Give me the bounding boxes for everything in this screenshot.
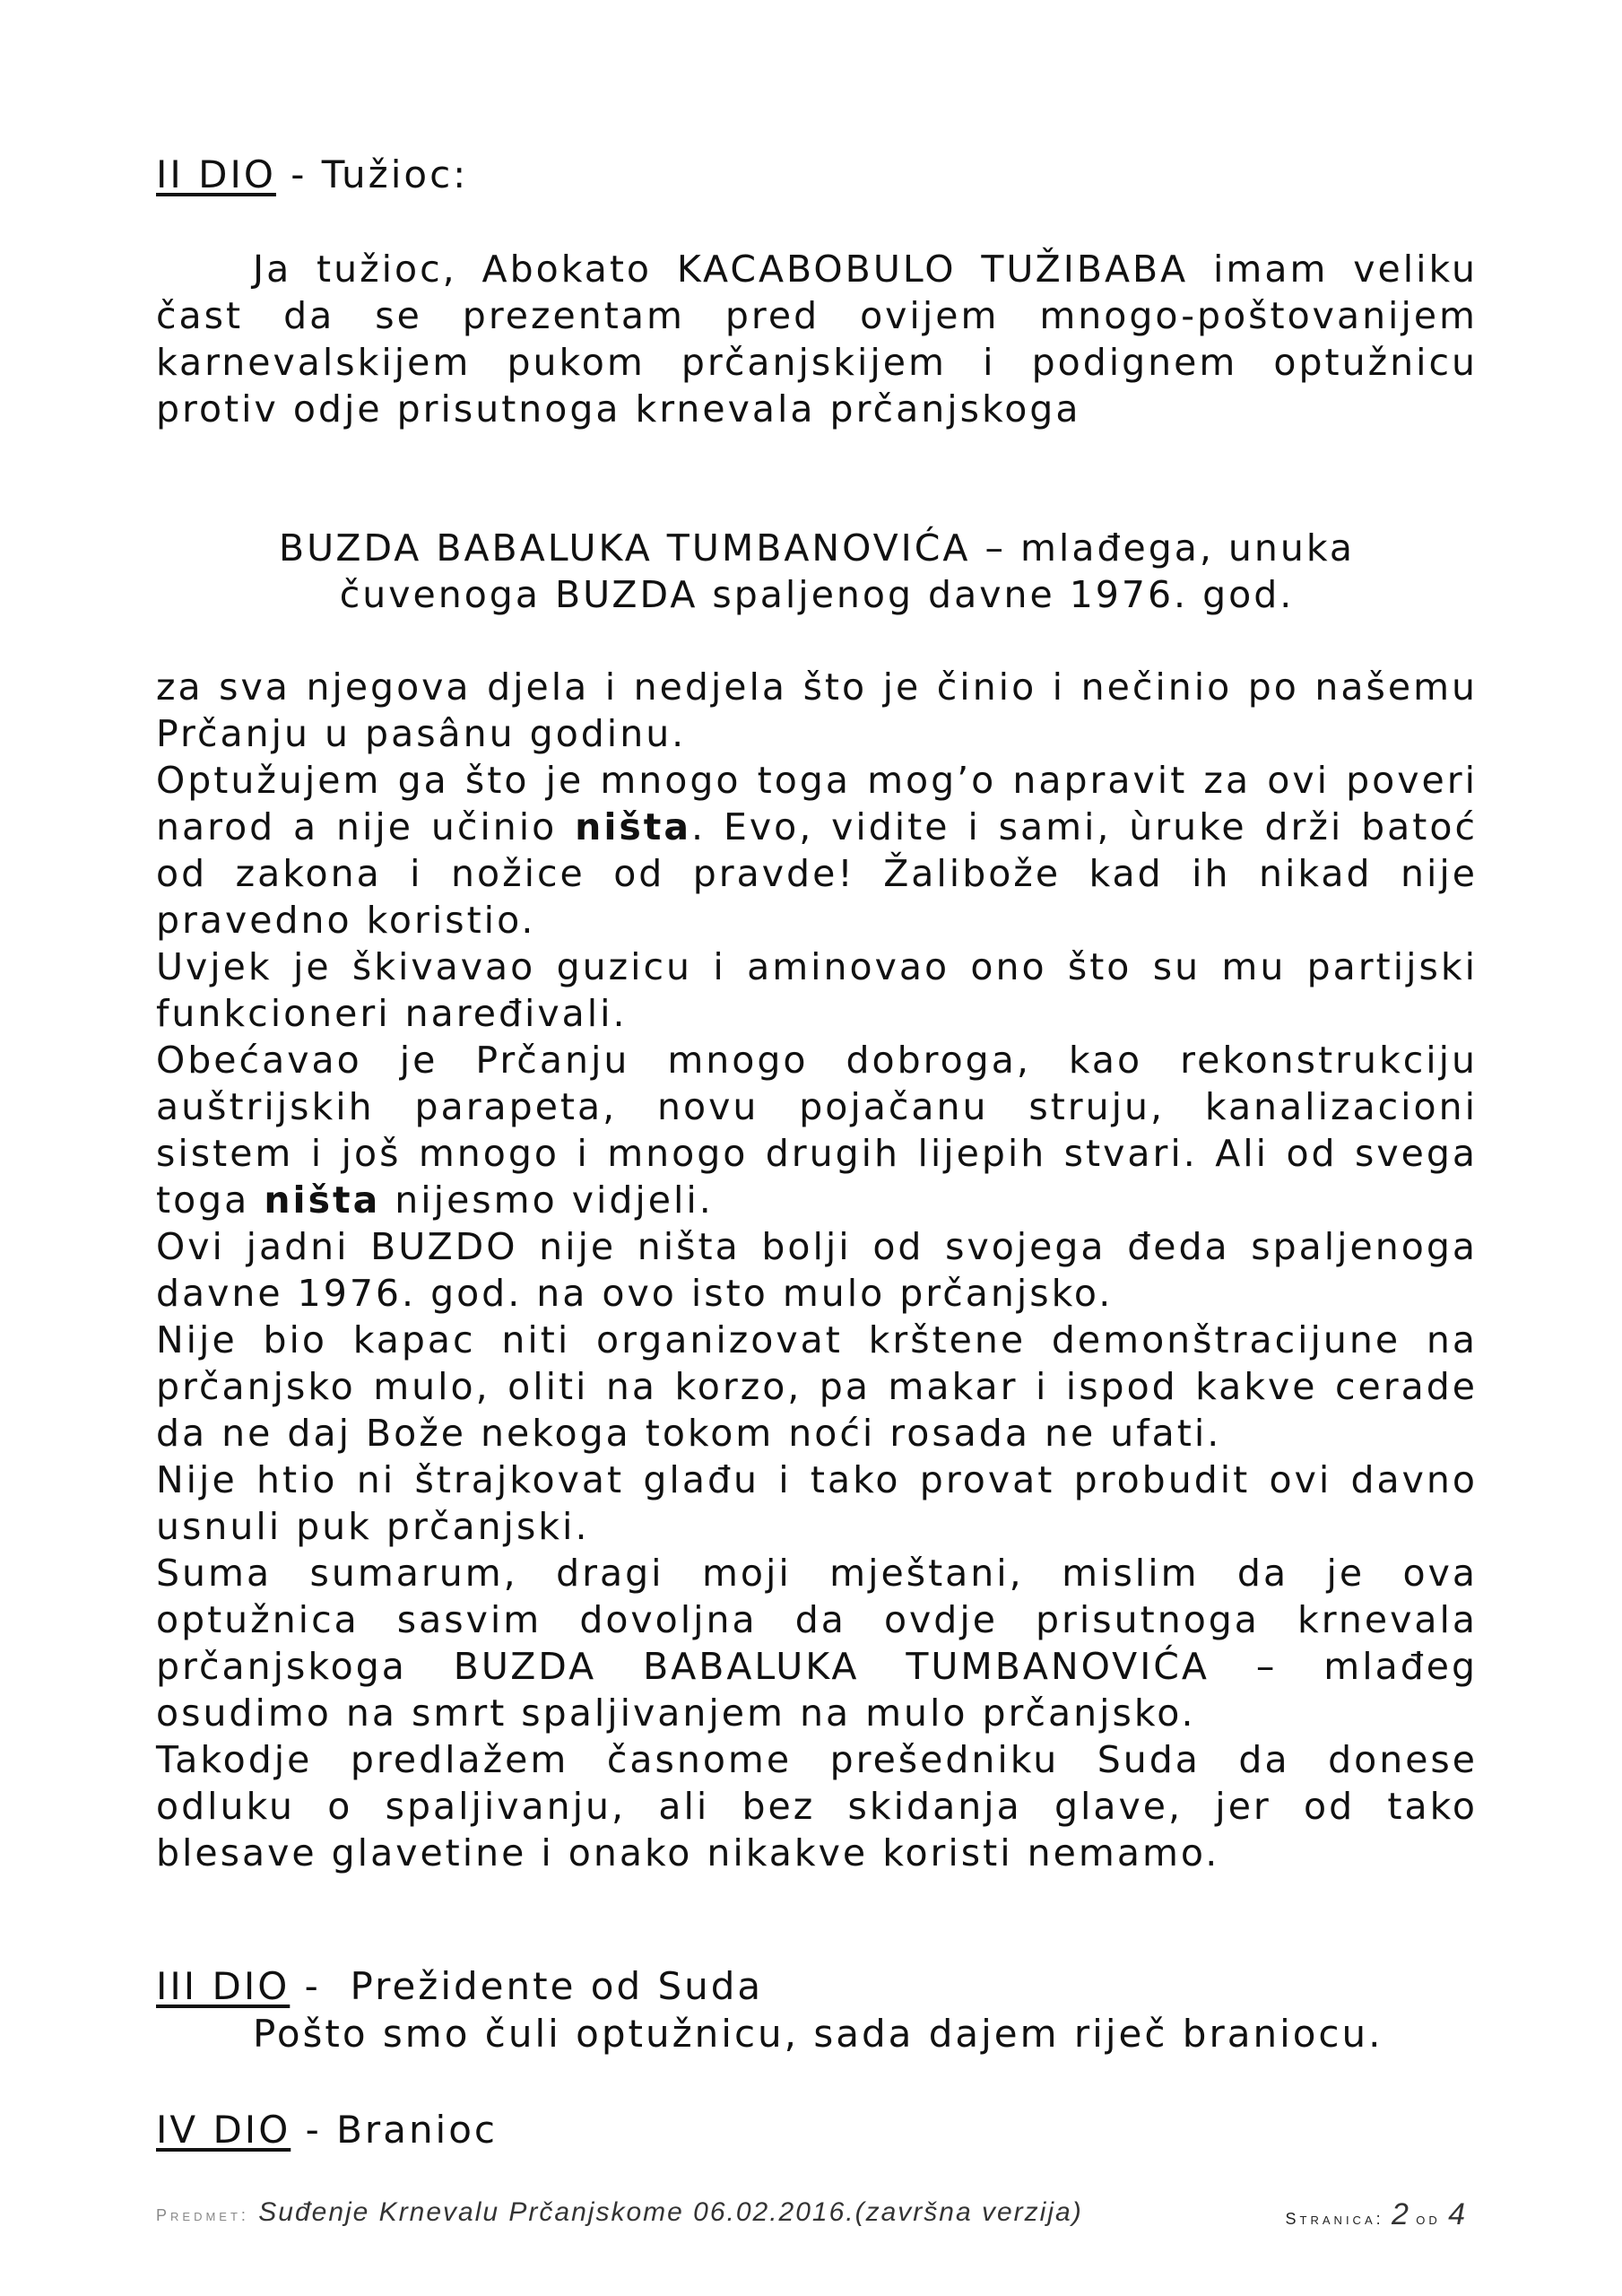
part4-heading: [156, 2108, 498, 2152]
footer-page-of: od: [1416, 2210, 1441, 2228]
part3-heading: [156, 1964, 763, 2008]
accused-line-1: BUZDA BABALUKA TUMBANOVIĆA – mlađega, unuka: [278, 526, 1356, 570]
part2-body: [156, 664, 1478, 1876]
paragraph-4-start: Obećavao je Prčanju mnogo dobroga, kao rekonstrukciju auštrijskih parapeta, novu pojačanu struju, kanalizacioni sistem i još mnogo i mnogo drugih lijepih stvari. Ali od svega toga: [156, 1039, 1478, 1222]
part4-heading-label: IV DIO: [156, 2108, 291, 2152]
part3-text: Pošto smo čuli optužnicu, sada dajem riječ braniocu.: [253, 2012, 1383, 2056]
paragraph-2-start: Optužujem ga što je mnogo toga mog’o napravit za ovi poveri narod a nije učinio: [156, 759, 1478, 848]
part2-intro-block: [156, 246, 1478, 432]
paragraph-4-end: nijesmo vidjeli.: [380, 1178, 714, 1222]
paragraph-2-bold: ništa: [575, 805, 692, 848]
paragraph-6: Nije bio kapac niti organizovat krštene demonštracijune na prčanjsko mulo, oliti na korzo, pa makar i ispod kakve cerade da ne daj Bože nekoga tokom noći rosada ne ufati.: [156, 1318, 1478, 1455]
paragraph-8: Suma sumarum, dragi moji mještani, mislim da je ova optužnica sasvim dovoljna da ovdje prisutnoga krnevala prčanjskoga BUZDA BABALUKA TUMBANOVIĆA – mlađeg osudimo na smrt spaljivanjem na mulo prčanjsko.: [156, 1552, 1478, 1735]
footer-page-number: [1286, 2197, 1465, 2232]
footer-subject: [156, 2197, 1083, 2228]
part2-heading-label: II DIO: [156, 152, 276, 196]
part2-heading: [156, 152, 468, 196]
part2-heading-title: - Tužioc:: [275, 152, 469, 196]
part2-intro: Ja tužioc, Abokato KACABOBULO TUŽIBABA imam veliku čast da se prezentam pred ovijem mnogo-poštovanijem karnevalskijem pukom prčanjskijem i podignem optužnicu protiv odje prisutnoga krnevala prčanjskoga: [156, 248, 1478, 430]
page-footer: [156, 2197, 1465, 2233]
footer-subject-text: Suđenje Krnevalu Prčanjskome 06.02.2016.(završna verzija): [258, 2197, 1083, 2227]
paragraph-4-bold: ništa: [264, 1178, 381, 1222]
accused-block: [156, 525, 1478, 618]
paragraph-9: Takodje predlažem časnome prešedniku Suda da donese odluku o spaljivanju, ali bez skidanja glave, jer od tako blesave glavetine i onako nikakve koristi nemamo.: [156, 1738, 1478, 1874]
footer-subject-label: Predmet:: [156, 2206, 249, 2224]
part4-heading-title: - Branioc: [291, 2108, 499, 2152]
part3-heading-title: - Prežidente od Suda: [290, 1964, 764, 2008]
paragraph-2-end: . Evo, vidite i sami, ùruke drži batoć od zakona i nožice od pravde! Žalibože kad ih nikad nije pravedno koristio.: [156, 805, 1478, 942]
paragraph-2: [156, 757, 1478, 944]
part3-heading-label: III DIO: [156, 1964, 291, 2008]
accused-line-2: čuvenoga BUZDA spaljenog davne 1976. god.: [339, 573, 1295, 616]
paragraph-5: Ovi jadni BUZDO nije ništa bolji od svojega đeda spaljenoga davne 1976. god. na ovo isto mulo prčanjsko.: [156, 1225, 1478, 1315]
footer-page-total: 4: [1448, 2197, 1465, 2231]
paragraph-4: [156, 1037, 1478, 1223]
paragraph-1: za sva njegova djela i nedjela što je činio i nečinio po našemu Prčanju u pasânu godinu.: [156, 665, 1478, 755]
paragraph-7: Nije htio ni štrajkovat glađu i tako provat probudit ovi davno usnuli puk prčanjski.: [156, 1458, 1478, 1548]
footer-page-label: Stranica:: [1285, 2210, 1384, 2228]
paragraph-3: Uvjek je škivavao guzicu i aminovao ono što su mu partijski funkcioneri naređivali.: [156, 945, 1478, 1035]
footer-page-current: 2: [1391, 2197, 1409, 2231]
